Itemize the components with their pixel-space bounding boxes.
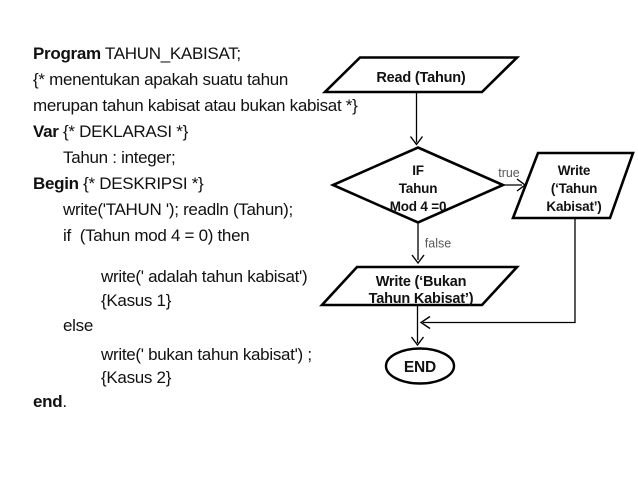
false-branch-label: false bbox=[424, 236, 452, 251]
code-line: merupan tahun kabisat atau bukan kabisat *} bbox=[33, 96, 358, 115]
write-kabisat-line2: (‘Tahun bbox=[550, 181, 598, 196]
code-line: write(' bukan tahun kabisat') ; bbox=[101, 345, 312, 364]
write-kabisat-line3: Kabisat’) bbox=[546, 199, 602, 214]
code-line: if (Tahun mod 4 = 0) then bbox=[63, 226, 250, 245]
code-line: Program TAHUN_KABISAT; bbox=[33, 44, 241, 63]
code-line: Var {* DEKLARASI *} bbox=[33, 122, 188, 141]
code-line: {* menentukan apakah suatu tahun bbox=[33, 70, 289, 89]
code-line: else bbox=[63, 316, 93, 335]
code-line: {Kasus 2} bbox=[101, 368, 172, 387]
code-line: end. bbox=[33, 392, 67, 411]
code-line: write(' adalah tahun kabisat') bbox=[101, 267, 308, 286]
true-branch-label: true bbox=[498, 166, 520, 180]
write-bukan-line1: Write (‘Bukan bbox=[375, 274, 467, 290]
write-kabisat-line1: Write bbox=[557, 163, 591, 178]
flowchart bbox=[300, 40, 638, 400]
decision-label-line1: IF bbox=[412, 163, 424, 178]
code-line: {Kasus 1} bbox=[101, 291, 172, 310]
code-line: Tahun : integer; bbox=[63, 148, 176, 167]
code-line: Begin {* DESKRIPSI *} bbox=[33, 174, 204, 193]
decision-label-line2: Tahun bbox=[398, 181, 438, 196]
end-label: END bbox=[403, 359, 437, 376]
write-bukan-line2: Tahun Kabisat’) bbox=[368, 291, 474, 307]
read-label: Read (Tahun) bbox=[376, 70, 466, 86]
code-line: write('TAHUN '); readln (Tahun); bbox=[63, 200, 293, 219]
decision-label-line3: Mod 4 =0 bbox=[389, 199, 447, 214]
